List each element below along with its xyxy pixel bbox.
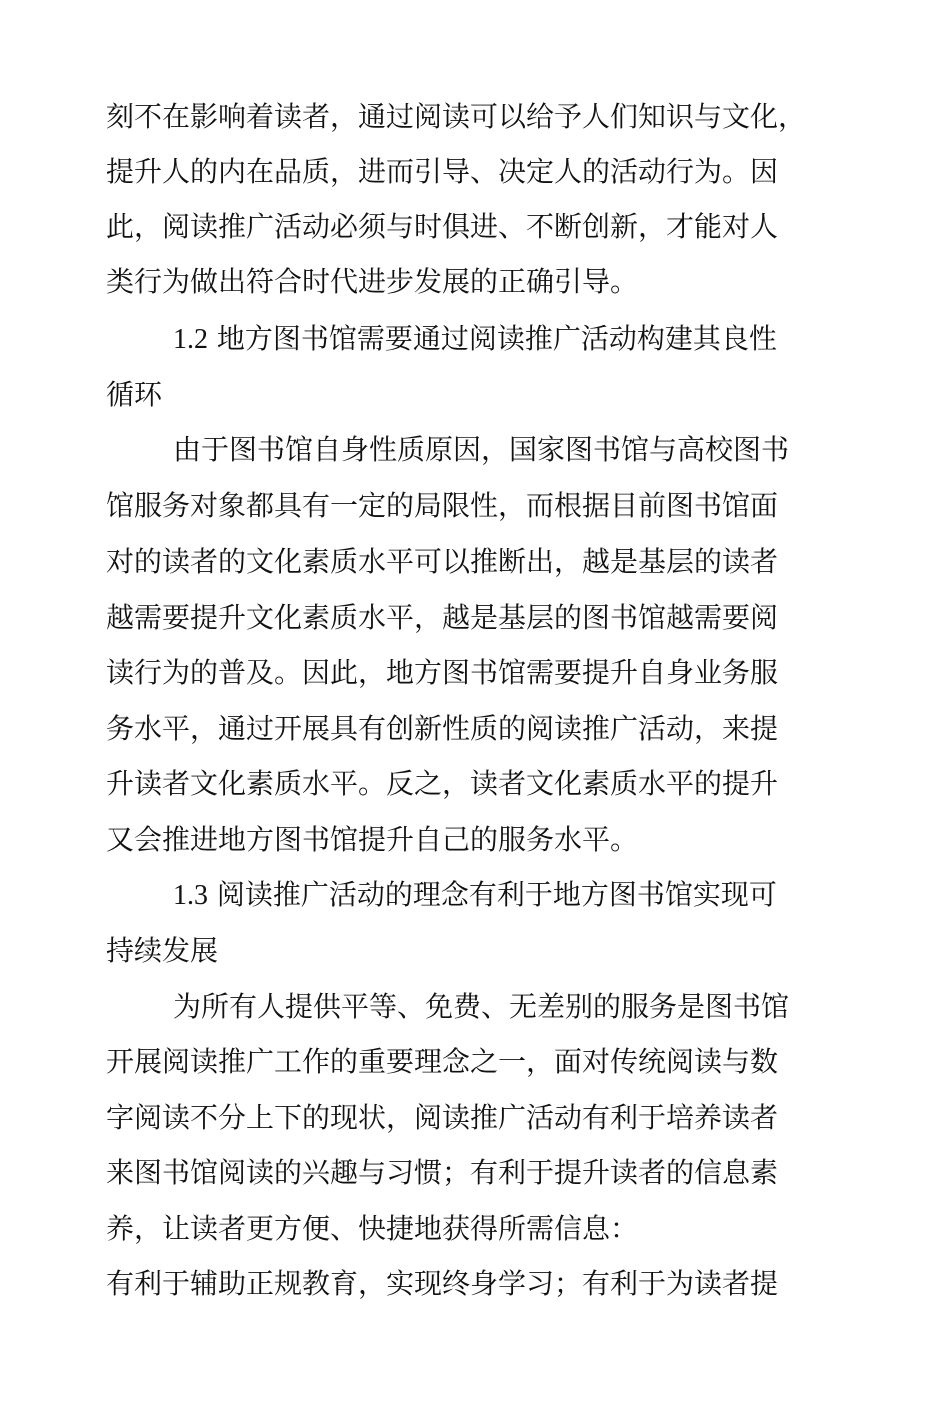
paragraph-line: 越需要提升文化素质水平，越是基层的图书馆越需要阅	[106, 601, 779, 634]
paragraph-line: 为所有人提供平等、免费、无差别的服务是图书馆	[173, 990, 790, 1023]
paragraph-line: 有利于辅助正规教育，实现终身学习；有利于为读者提	[106, 1267, 779, 1300]
paragraph-line: 来图书馆阅读的兴趣与习惯；有利于提升读者的信息素	[106, 1156, 779, 1189]
paragraph-line: 提升人的内在品质，进而引导、决定人的活动行为。因	[106, 155, 779, 188]
paragraph-line: 务水平，通过开展具有创新性质的阅读推广活动，来提	[106, 712, 779, 745]
paragraph-line: 开展阅读推广工作的重要理念之一，面对传统阅读与数	[106, 1045, 779, 1078]
paragraph-line: 由于图书馆自身性质原因，国家图书馆与高校图书	[173, 433, 790, 466]
paragraph-line: 读行为的普及。因此，地方图书馆需要提升自身业务服	[106, 656, 779, 689]
section-heading: 持续发展	[106, 934, 219, 967]
paragraph-line: 对的读者的文化素质水平可以推断出，越是基层的读者	[106, 545, 779, 578]
paragraph-line: 此，阅读推广活动必须与时俱进、不断创新，才能对人	[106, 210, 779, 243]
section-heading: 循环	[106, 378, 163, 411]
paragraph-line: 字阅读不分上下的现状，阅读推广活动有利于培养读者	[106, 1101, 779, 1134]
paragraph-line: 升读者文化素质水平。反之，读者文化素质水平的提升	[106, 767, 779, 800]
section-number: 1.2	[173, 324, 208, 355]
paragraph-line: 又会推进地方图书馆提升自己的服务水平。	[106, 823, 639, 856]
section-number: 1.3	[173, 880, 208, 911]
paragraph-line: 刻不在影响着读者，通过阅读可以给予人们知识与文化，	[106, 100, 807, 133]
paragraph-line: 养，让读者更方便、快捷地获得所需信息：	[106, 1212, 639, 1245]
section-heading: 1.2 地方图书馆需要通过阅读推广活动构建其良性	[173, 322, 777, 355]
section-heading: 1.3 阅读推广活动的理念有利于地方图书馆实现可	[173, 878, 777, 911]
paragraph-line: 类行为做出符合时代进步发展的正确引导。	[106, 265, 639, 298]
paragraph-line: 馆服务对象都具有一定的局限性，而根据目前图书馆面	[106, 489, 779, 522]
